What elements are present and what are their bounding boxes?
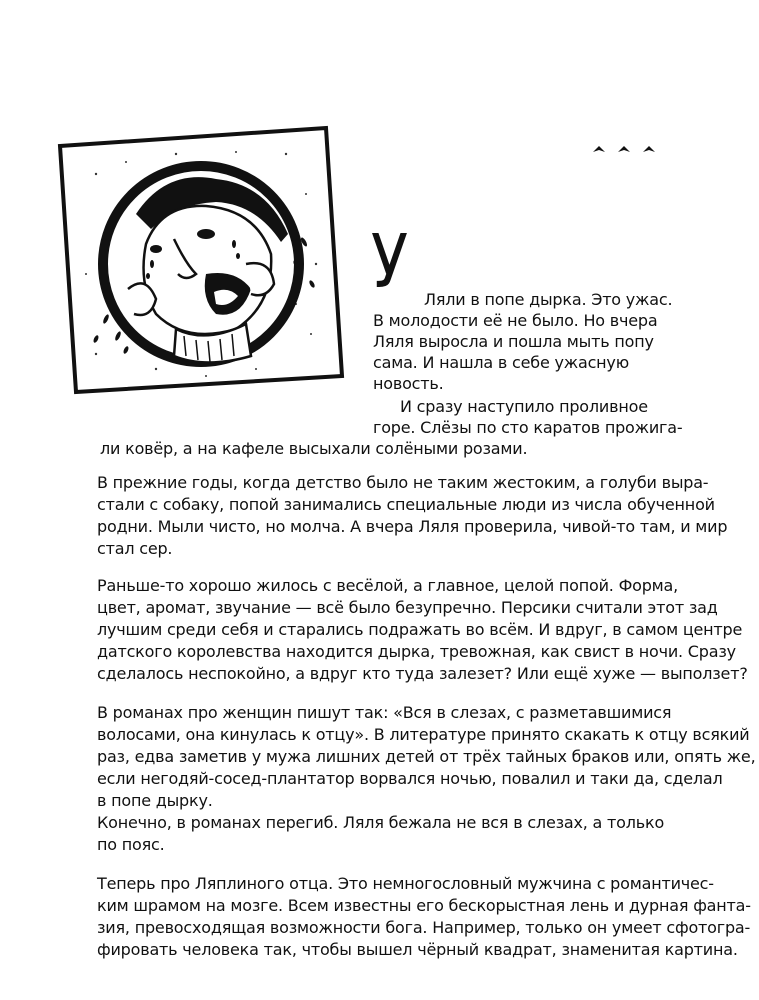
- text-line: Ляли в попе дырка. Это ужас.: [424, 290, 673, 309]
- text-line: В прежние годы, когда детство было не таким жестоким, а голуби выра-: [97, 473, 709, 492]
- text-line: фировать человека так, чтобы вышел чёрный квадрат, знаменитая картина.: [97, 940, 738, 959]
- text-line: по пояс.: [97, 835, 165, 854]
- text-line: ким шрамом на мозге. Всем известны его бескорыстная лень и дурная фанта-: [97, 896, 751, 915]
- text-line: В молодости её не было. Но вчера: [373, 311, 658, 330]
- drop-cap: У: [371, 219, 408, 305]
- asterism-icon: [591, 139, 671, 159]
- text-line: В романах про женщин пишут так: «Вся в слезах, с разметавшимися: [97, 703, 672, 722]
- text-line: Ляля выросла и пошла мыть попу: [373, 332, 654, 351]
- text-line: если негодяй-сосед-плантатор ворвался ночью, повалил и таки да, сделал: [97, 769, 723, 788]
- text-line: ли ковёр, а на кафеле высыхали солёными розами.: [100, 439, 528, 458]
- text-line: цвет, аромат, звучание — всё было безупречно. Персики считали этот зад: [97, 598, 718, 617]
- crying-face-illustration: [56, 124, 356, 400]
- text-line: сделалось неспокойно, а вдруг кто туда залезет? Или ещё хуже — выползет?: [97, 664, 748, 683]
- text-line: горе. Слёзы по сто каратов прожига-: [373, 418, 683, 437]
- text-line: зия, превосходящая возможности бога. Например, только он умеет сфотогра-: [97, 918, 751, 937]
- text-line: Раньше-то хорошо жилось с весёлой, а главное, целой попой. Форма,: [97, 576, 679, 595]
- text-line: новость.: [373, 374, 444, 393]
- text-line: лучшим среди себя и старались подражать во всём. И вдруг, в самом центре: [97, 620, 743, 639]
- text-line: волосами, она кинулась к отцу». В литературе принято скакать к отцу всякий: [97, 725, 750, 744]
- text-line: И сразу наступило проливное: [400, 397, 648, 416]
- text-line: родни. Мыли чисто, но молча. А вчера Ляля проверила, чивой-то там, и мир: [97, 517, 728, 536]
- text-line: датского королевства находится дырка, тревожная, как свист в ночи. Сразу: [97, 642, 736, 661]
- text-line: раз, едва заметив у мужа лишних детей от трёх тайных браков или, опять же,: [97, 747, 756, 766]
- text-line: стал сер.: [97, 539, 173, 558]
- text-line: стали с собаку, попой занимались специальные люди из числа обученной: [97, 495, 715, 514]
- section-ornament: [591, 139, 671, 163]
- text-line: в попе дырку.: [97, 791, 213, 810]
- text-line: Теперь про Ляплиного отца. Это немногословный мужчина с романтичес-: [97, 874, 714, 893]
- text-line: Конечно, в романах перегиб. Ляля бежала не вся в слезах, а только: [97, 813, 665, 832]
- text-line: сама. И нашла в себе ужасную: [373, 353, 629, 372]
